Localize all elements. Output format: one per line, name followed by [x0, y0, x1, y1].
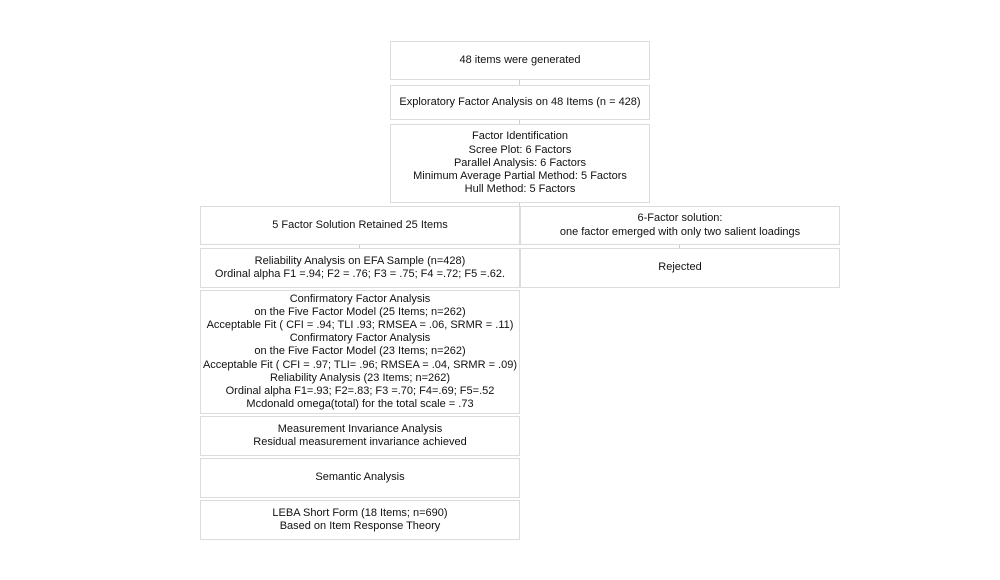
cfa-reliability-box [200, 290, 520, 414]
semantic-analysis-box [200, 458, 520, 498]
measurement-invariance-line-1: Measurement Invariance Analysis [277, 422, 443, 435]
six-factor-line-2: one factor emerged with only two salient loadings [559, 225, 801, 238]
factor-identification-box [390, 124, 650, 203]
factor-identification-line-3: Parallel Analysis: 6 Factors [453, 156, 587, 169]
short-form-line-1: LEBA Short Form (18 Items; n=690) [272, 506, 448, 519]
cfa-line-1: Confirmatory Factor Analysis [289, 292, 431, 305]
six-factor-box [520, 206, 840, 245]
cfa-line-8: Ordinal alpha F1=.93; F2=.83; F3 =.70; F4=.69; F5=.52 [225, 385, 495, 397]
cfa-line-6: Acceptable Fit ( CFI = .97; TLI= .96; RMSEA = .04, SRMR = .09) [202, 358, 518, 371]
items-generated-line-1: 48 items were generated [459, 53, 581, 66]
items-generated-box [390, 41, 650, 80]
reliability-efa-line-2: Ordinal alpha F1 =.94; F2 = .76; F3 = .75; F4 =.72; F5 =.62. [214, 268, 506, 280]
factor-identification-line-2: Scree Plot: 6 Factors [468, 143, 572, 156]
factor-identification-line-5: Hull Method: 5 Factors [464, 183, 576, 196]
cfa-line-5: on the Five Factor Model (23 Items; n=262) [254, 345, 466, 358]
six-factor-line-1: 6-Factor solution: [637, 212, 723, 225]
efa-box [390, 85, 650, 120]
factor-identification-line-4: Minimum Average Partial Method: 5 Factors [413, 170, 627, 183]
measurement-invariance-line-2: Residual measurement invariance achieved [253, 436, 467, 448]
measurement-invariance-box [200, 416, 520, 456]
semantic-line-1: Semantic Analysis [315, 471, 405, 484]
cfa-line-3: Acceptable Fit ( CFI = .94; TLI .93; RMSEA = .06, SRMR = .11) [206, 318, 514, 331]
short-form-line-2: Based on Item Response Theory [279, 520, 441, 532]
five-factor-line-1: 5 Factor Solution Retained 25 Items [272, 218, 448, 231]
five-factor-box [200, 206, 520, 245]
reliability-efa-line-1: Reliability Analysis on EFA Sample (n=428) [254, 254, 466, 267]
cfa-line-2: on the Five Factor Model (25 Items; n=262) [254, 305, 466, 318]
cfa-line-7: Reliability Analysis (23 Items; n=262) [269, 371, 451, 384]
rejected-box [520, 248, 840, 288]
rejected-line-1: Rejected [658, 261, 702, 274]
factor-identification-line-1: Factor Identification [472, 130, 568, 143]
cfa-line-9: Mcdonald omega(total) for the total scale = .73 [246, 398, 474, 411]
short-form-box [200, 500, 520, 540]
efa-line-1: Exploratory Factor Analysis on 48 Items (n = 428) [399, 95, 641, 108]
cfa-line-4: Confirmatory Factor Analysis [289, 332, 431, 345]
reliability-efa-box [200, 248, 520, 288]
